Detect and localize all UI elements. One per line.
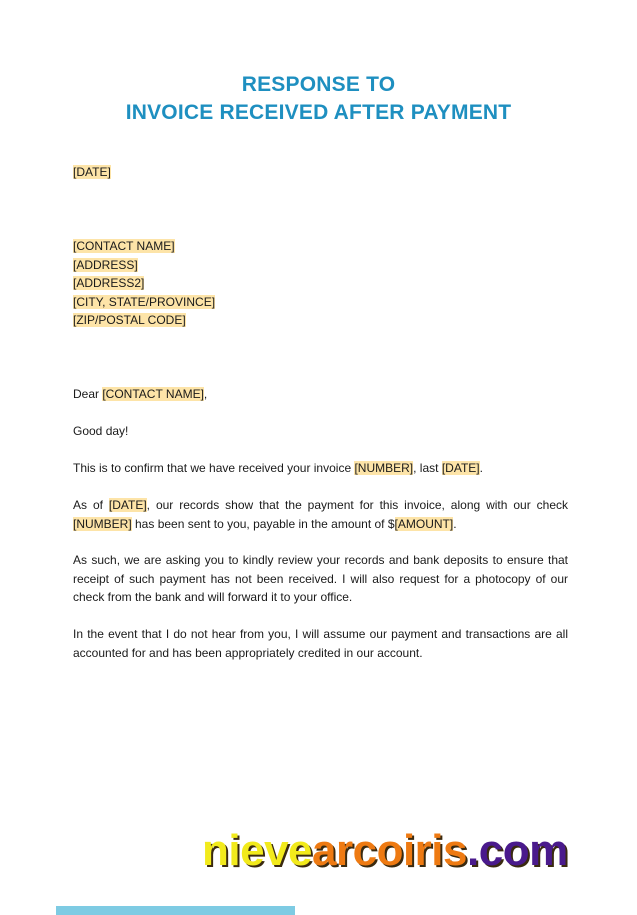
salutation-prefix: Dear xyxy=(73,387,103,401)
text: This is to confirm that we have received your invoice xyxy=(73,461,355,475)
text: As of xyxy=(73,498,109,512)
paragraph-confirm xyxy=(73,459,568,478)
recipient-contact-name xyxy=(73,237,175,255)
contact-name-placeholder: [CONTACT NAME] xyxy=(73,239,175,253)
document-title-line1: RESPONSE TO xyxy=(241,73,396,96)
zip-placeholder: [ZIP/POSTAL CODE] xyxy=(73,313,186,327)
watermark-logo xyxy=(202,826,568,876)
date-line xyxy=(73,163,111,181)
salutation xyxy=(73,385,207,403)
text: , our records show that the payment for this invoice, along with our check xyxy=(146,498,568,512)
address2-placeholder: [ADDRESS2] xyxy=(73,276,145,290)
recipient-address2 xyxy=(73,274,144,292)
text: has been sent to you, payable in the amount of $ xyxy=(131,516,395,531)
document-title-line2: INVOICE RECEIVED AFTER PAYMENT xyxy=(125,101,512,124)
salutation-suffix: , xyxy=(203,387,208,401)
recipient-address xyxy=(73,256,138,274)
greeting: Good day! xyxy=(73,424,129,438)
text: , last xyxy=(413,461,442,475)
salutation-name-placeholder: [CONTACT NAME] xyxy=(102,387,204,401)
number-placeholder: [NUMBER] xyxy=(354,461,414,475)
watermark-part3: .com xyxy=(467,826,568,875)
text: . xyxy=(479,461,483,475)
amount-placeholder: [AMOUNT] xyxy=(394,516,454,531)
watermark-part2: arcoiris xyxy=(312,826,467,875)
number-placeholder: [NUMBER] xyxy=(73,516,132,531)
paragraph-review: As such, we are asking you to kindly review your records and bank deposits to ensure that receipt of such payment has not been received. I will also request for a photocopy of our check from the bank and will forward it to your office. xyxy=(73,553,568,604)
date-placeholder: [DATE] xyxy=(441,461,480,475)
paragraph-records xyxy=(73,496,568,533)
recipient-city-state xyxy=(73,293,215,311)
date-placeholder: [DATE] xyxy=(73,165,111,179)
paragraph-closing: In the event that I do not hear from you, I will assume our payment and transactions are all accounted for and has been appropriately credited in our account. xyxy=(73,627,568,660)
city-state-placeholder: [CITY, STATE/PROVINCE] xyxy=(73,294,216,309)
recipient-zip xyxy=(73,311,186,329)
text: . xyxy=(453,516,457,531)
date-placeholder: [DATE] xyxy=(108,498,147,512)
watermark-part1: nieve xyxy=(202,826,313,875)
address-placeholder: [ADDRESS] xyxy=(73,257,138,272)
footer-accent-bar xyxy=(56,906,295,915)
